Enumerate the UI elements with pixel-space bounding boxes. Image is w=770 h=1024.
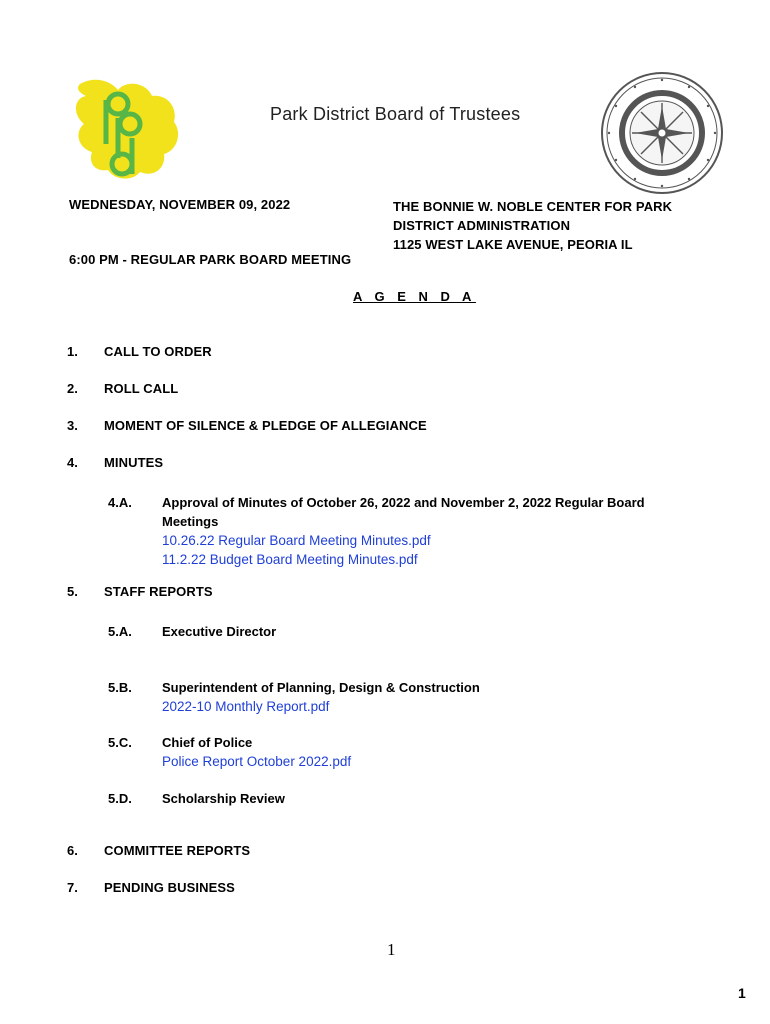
subitem-scholarship-review: Scholarship Review bbox=[162, 791, 285, 806]
subitem-title: Chief of Police bbox=[162, 735, 253, 750]
meeting-time: 6:00 PM - REGULAR PARK BOARD MEETING bbox=[69, 252, 352, 267]
subitem-number: 4.A. bbox=[108, 495, 132, 510]
item-pending-business: PENDING BUSINESS bbox=[104, 880, 235, 895]
corner-page-number: 1 bbox=[738, 985, 746, 1001]
item-minutes: MINUTES bbox=[104, 455, 164, 470]
gold-medal-seal-icon bbox=[599, 70, 725, 196]
subitem-number: 5.C. bbox=[108, 735, 132, 750]
item-roll-call: ROLL CALL bbox=[104, 381, 179, 396]
subitem-chief-of-police bbox=[162, 733, 351, 771]
location-line-2: DISTRICT ADMINISTRATION bbox=[393, 218, 571, 233]
minutes-10-26-22-link[interactable]: 10.26.22 Regular Board Meeting Minutes.pdf bbox=[162, 533, 431, 548]
item-call-to-order: CALL TO ORDER bbox=[104, 344, 212, 359]
location-line-3: 1125 WEST LAKE AVENUE, PEORIA IL bbox=[393, 237, 633, 252]
leaf-logo-icon bbox=[66, 72, 184, 190]
page-number: 1 bbox=[387, 940, 396, 959]
page-title: Park District Board of Trustees bbox=[270, 104, 521, 124]
subitem-number: 5.A. bbox=[108, 624, 132, 639]
item-number: 3. bbox=[67, 418, 78, 433]
subitem-number: 5.B. bbox=[108, 680, 132, 695]
subitem-superintendent bbox=[162, 678, 480, 716]
meeting-date: WEDNESDAY, NOVEMBER 09, 2022 bbox=[69, 197, 291, 212]
item-number: 1. bbox=[67, 344, 78, 359]
item-number: 7. bbox=[67, 880, 78, 895]
subitem-title: Superintendent of Planning, Design & Construction bbox=[162, 680, 480, 695]
location-line-1: THE BONNIE W. NOBLE CENTER FOR PARK bbox=[393, 199, 673, 214]
subitem-title-line-1: Approval of Minutes of October 26, 2022 and November 2, 2022 Regular Board bbox=[162, 495, 645, 510]
police-report-link[interactable]: Police Report October 2022.pdf bbox=[162, 754, 352, 769]
subitem-executive-director: Executive Director bbox=[162, 624, 277, 639]
meeting-location bbox=[393, 197, 672, 254]
item-number: 5. bbox=[67, 584, 78, 599]
item-number: 2. bbox=[67, 381, 78, 396]
item-committee-reports: COMMITTEE REPORTS bbox=[104, 843, 251, 858]
agenda-heading: A G E N D A bbox=[353, 289, 476, 304]
subitem-title-line-2: Meetings bbox=[162, 514, 219, 529]
minutes-11-2-22-link[interactable]: 11.2.22 Budget Board Meeting Minutes.pdf bbox=[162, 552, 418, 567]
item-number: 4. bbox=[67, 455, 78, 470]
park-district-logo bbox=[66, 72, 184, 190]
monthly-report-link[interactable]: 2022-10 Monthly Report.pdf bbox=[162, 699, 330, 714]
award-seal bbox=[599, 70, 725, 196]
item-number: 6. bbox=[67, 843, 78, 858]
item-staff-reports: STAFF REPORTS bbox=[104, 584, 213, 599]
subitem-approval-of-minutes bbox=[162, 493, 742, 569]
item-moment-of-silence: MOMENT OF SILENCE & PLEDGE OF ALLEGIANCE bbox=[104, 418, 427, 433]
subitem-number: 5.D. bbox=[108, 791, 132, 806]
